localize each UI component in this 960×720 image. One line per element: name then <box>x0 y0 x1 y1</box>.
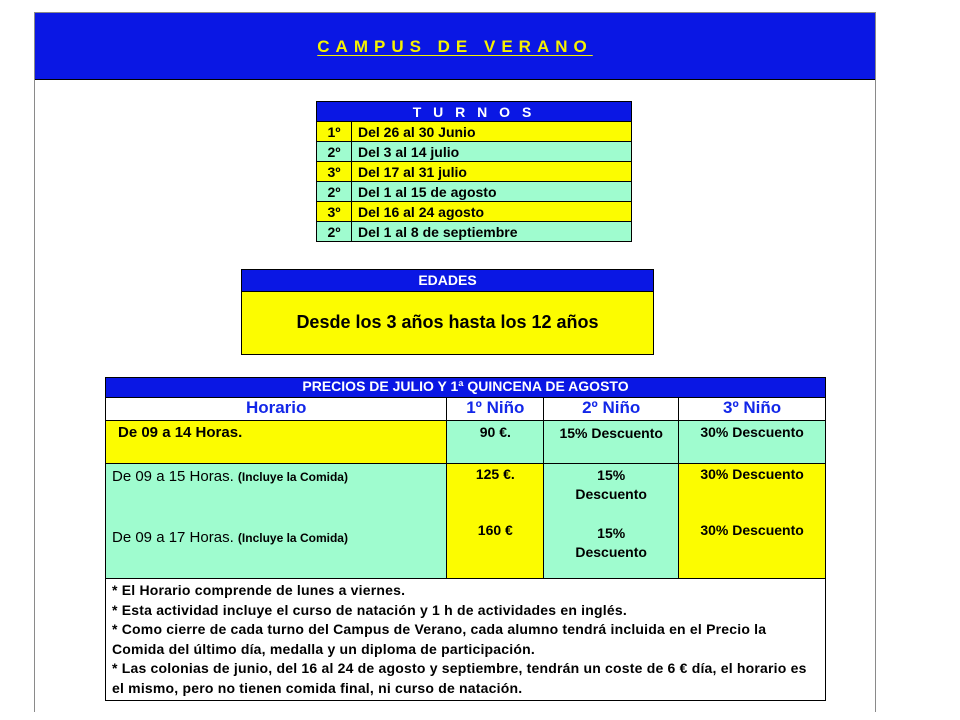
col-header-horario: Horario <box>106 398 447 421</box>
discount-nino3: 30% Descuento <box>679 421 826 464</box>
note-line: * Las colonias de junio, del 16 al 24 de agosto y septiembre, tendrán un coste de 6 € día, el horario es el mismo, pero no tienen comida final, ni curso de natación. <box>112 660 807 696</box>
turnos-table <box>316 101 632 242</box>
edades-text: Desde los 3 años hasta los 12 años <box>296 312 599 332</box>
title-banner <box>35 13 875 80</box>
price-nino1: 125 €. <box>475 466 515 482</box>
note-line: * Como cierre de cada turno del Campus de Verano, cada alumno tendrá incluida en el Precio la Comida del último día, medalla y un diploma de participación. <box>112 621 767 657</box>
note-line: * El Horario comprende de lunes a viernes. <box>112 582 406 598</box>
turno-number: 2º <box>317 222 352 242</box>
table-row <box>317 182 632 202</box>
table-row <box>317 122 632 142</box>
col-header-nino2: 2º Niño <box>544 398 679 421</box>
schedule-note: (Incluye la Comida) <box>237 531 348 545</box>
discount-nino3: 30% Descuento <box>700 466 804 482</box>
turno-dates: Del 26 al 30 Junio <box>352 122 632 142</box>
table-row <box>317 142 632 162</box>
notes-row <box>106 579 826 701</box>
schedule-text: De 09 a 14 Horas. <box>118 424 243 441</box>
price-nino1: 160 € <box>477 522 513 538</box>
turno-dates: Del 17 al 31 julio <box>352 162 632 182</box>
turnos-header: T U R N O S <box>317 102 632 122</box>
turno-number: 2º <box>317 182 352 202</box>
page-title: CAMPUS DE VERANO <box>317 37 593 56</box>
table-row <box>106 464 826 579</box>
discount-cell <box>679 464 826 579</box>
col-header-nino1: 1º Niño <box>447 398 544 421</box>
schedule-text: De 09 a 17 Horas. <box>112 529 234 546</box>
price-nino1: 90 €. <box>447 421 544 464</box>
turno-dates: Del 3 al 14 julio <box>352 142 632 162</box>
turno-dates: Del 16 al 24 agosto <box>352 202 632 222</box>
edades-box <box>241 269 654 355</box>
turno-number: 1º <box>317 122 352 142</box>
turno-number: 3º <box>317 162 352 182</box>
table-row <box>317 162 632 182</box>
col-header-nino3: 3º Niño <box>679 398 826 421</box>
table-row <box>106 421 826 464</box>
schedule-note: (Incluye la Comida) <box>237 470 348 484</box>
discount-nino3: 30% Descuento <box>700 522 804 538</box>
notes-cell <box>106 579 826 701</box>
note-line: * Esta actividad incluye el curso de natación y 1 h de actividades en inglés. <box>112 601 627 618</box>
discount-nino2: 15% Descuento <box>575 467 647 502</box>
discount-nino2: 15% Descuento <box>575 525 647 560</box>
turno-dates: Del 1 al 15 de agosto <box>352 182 632 202</box>
precios-header: PRECIOS DE JULIO Y 1ª QUINCENA DE AGOSTO <box>106 378 826 398</box>
discount-nino2: 15% Descuento <box>544 421 679 464</box>
turno-number: 3º <box>317 202 352 222</box>
schedule-cell <box>106 464 447 579</box>
table-row <box>317 222 632 242</box>
table-row <box>317 202 632 222</box>
edades-header: EDADES <box>242 270 653 292</box>
precios-table <box>105 377 826 701</box>
price-cell <box>447 464 544 579</box>
discount-cell <box>544 464 679 579</box>
turno-number: 2º <box>317 142 352 162</box>
schedule-cell <box>106 421 447 464</box>
turno-dates: Del 1 al 8 de septiembre <box>352 222 632 242</box>
schedule-text: De 09 a 15 Horas. <box>112 468 234 485</box>
